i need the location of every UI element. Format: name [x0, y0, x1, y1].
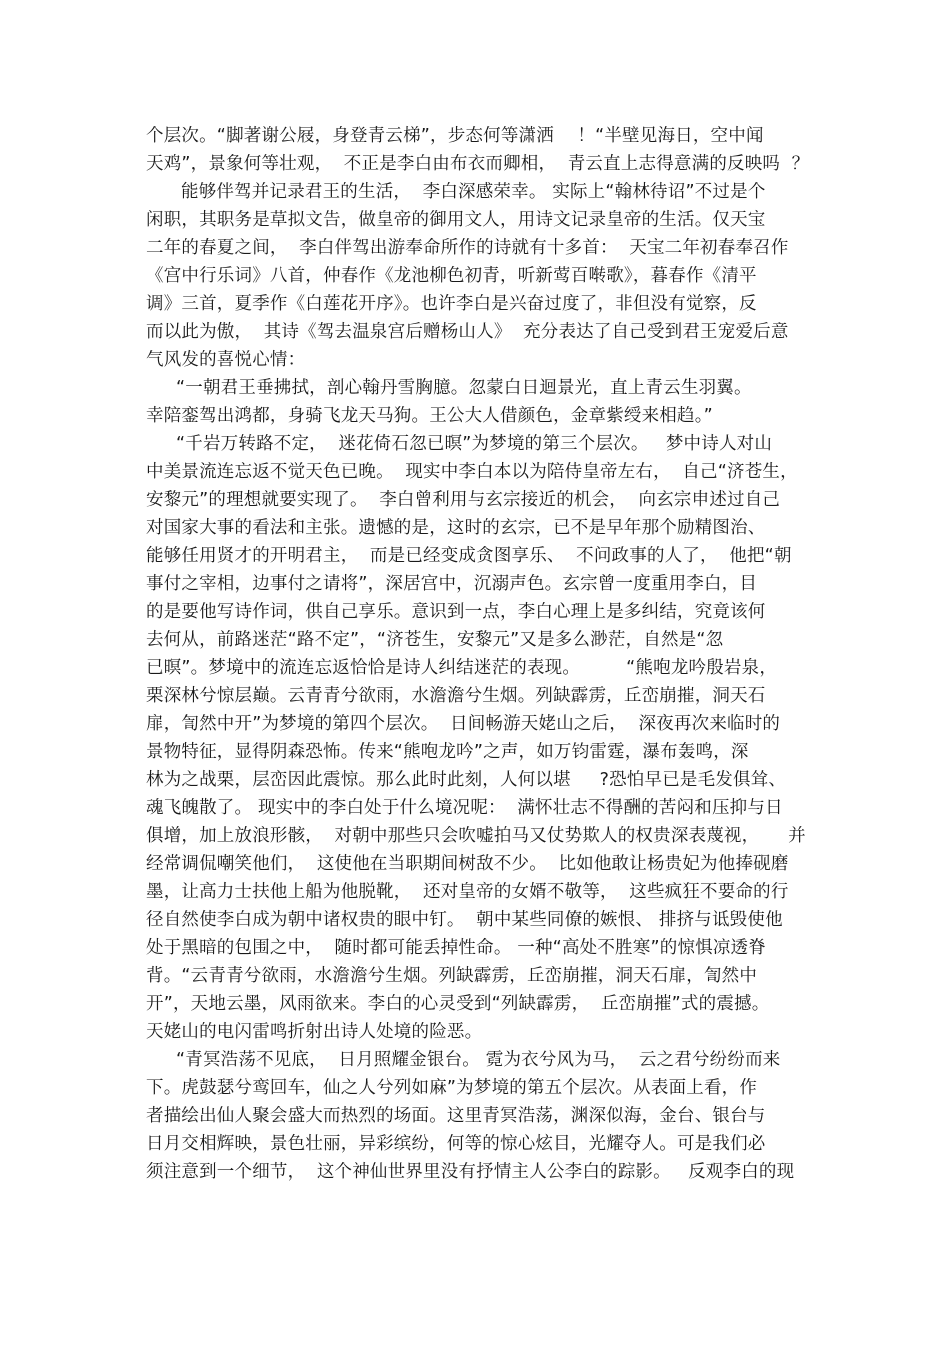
text-line: 者描绘出仙人聚会盛大而热烈的场面。这里青冥浩荡，渊深似海，金台、银台与 [146, 1106, 766, 1126]
text-line: 扉，訇然中开”为梦境的第四个层次。 日间畅游天姥山之后， 深夜再次来临时的 [146, 714, 781, 734]
quote-line: 幸陪銮驾出鸿都，身骑飞龙天马狗。王公大人借颜色，金章紫绶来相趋。” [146, 406, 713, 426]
text-line: 下。虎鼓瑟兮鸾回车，仙之人兮列如麻”为梦境的第五个层次。从表面上看，作 [146, 1078, 758, 1098]
text-line: 能够任用贤才的开明君主， 而是已经变成贪图享乐、 不问政事的人了， 他把“朝 [146, 546, 792, 566]
text-line: 开”，天地云墨，风雨欲来。李白的心灵受到“列缺霹雳， 丘峦崩摧”式的震撼。 [146, 994, 770, 1014]
text-line: “青冥浩荡不见底， 日月照耀金银台。 霓为衣兮风为马， 云之君兮纷纷而来 [176, 1050, 781, 1070]
text-line: 已暝”。梦境中的流连忘返恰恰是诗人纠结迷茫的表现。 “熊咆龙吟殷岩泉， [146, 658, 778, 678]
text-line: 对国家大事的看法和主张。遗憾的是，这时的玄宗，已不是早年那个励精图治、 [146, 518, 766, 538]
text-line: 景物特征，显得阴森恐怖。传来“熊咆龙吟”之声，如万钧雷霆，瀑布轰鸣，深 [146, 742, 749, 762]
text-line: “千岩万转路不定， 迷花倚石忽已暝”为梦境的第三个层次。 梦中诗人对山 [176, 434, 773, 454]
text-line: 俱增，加上放浪形骸， 对朝中那些只会吹嘘拍马又仗势欺人的权贵深表蔑视， 并 [146, 826, 806, 846]
text-line: 墨，让高力士扶他上船为他脱靴， 还对皇帝的女婿不敬等， 这些疯狂不要命的行 [146, 882, 789, 902]
quote-line: “一朝君王垂拂拭，剖心翰丹雪胸臆。忽蒙白日迴景光，直上青云生羽翼。 [176, 378, 752, 398]
text-line: 而以此为傲， 其诗《驾去温泉宫后赠杨山人》 充分表达了自己受到君王宠爱后意 [146, 322, 789, 342]
text-line: 天鸡”，景象何等壮观， 不正是李白由布衣而卿相， 青云直上志得意满的反映吗 ？ [146, 154, 810, 174]
text-line: 处于黑暗的包围之中， 随时都可能丢掉性命。 一种“高处不胜寒”的惊惧凉透脊 [146, 938, 766, 958]
text-line: 天姥山的电闪雷鸣折射出诗人处境的险恶。 [146, 1022, 483, 1042]
text-line: 个层次。“脚著谢公屐，身登青云梯”，步态何等潇洒 ！“半壁见海日，空中闻 [146, 126, 764, 146]
text-line: 日月交相辉映，景色壮丽，异彩缤纷，何等的惊心炫目，光耀夺人。可是我们必 [146, 1134, 766, 1154]
text-line: 的是要他写诗作词，供自己享乐。意识到一点，李白心理上是多纠结，究竟该何 [146, 602, 766, 622]
text-line: 二年的春夏之间， 李白伴驾出游奉命所作的诗就有十多首： 天宝二年初春奉召作 [146, 238, 789, 258]
text-line: 事付之宰相，边事付之请将”，深居宫中，沉溺声色。玄宗曾一度重用李白，目 [146, 574, 758, 594]
text-line: 闲职，其职务是草拟文告，做皇帝的御用文人，用诗文记录皇帝的生活。仅天宝 [146, 210, 766, 230]
text-line: 须注意到一个细节， 这个神仙世界里没有抒情主人公李白的踪影。 反观李白的现 [146, 1162, 795, 1182]
text-line: 魂飞魄散了。 现实中的李白处于什么境况呢： 满怀壮志不得酬的苦闷和压抑与日 [146, 798, 783, 818]
text-line: 《宫中行乐词》八首，仲春作《龙池柳色初青，听新莺百啭歌》，暮春作《清平 [146, 266, 757, 286]
text-line: 去何从，前路迷茫“路不定”，“济苍生，安黎元”又是多么渺茫，自然是“忽 [146, 630, 724, 650]
text-line: 中美景流连忘返不觉天色已晚。 现实中李白本以为陪侍皇帝左右， 自己“济苍生， [146, 462, 798, 482]
text-line: 调》三首，夏季作《白莲花开序》。也许李白是兴奋过度了，非但没有觉察，反 [146, 294, 757, 314]
text-line: 栗深林兮惊层巅。云青青兮欲雨，水澹澹兮生烟。列缺霹雳，丘峦崩摧，洞天石 [146, 686, 766, 706]
text-line: 经常调侃嘲笑他们， 这使他在当职期间树敌不少。 比如他敢让杨贵妃为他捧砚磨 [146, 854, 789, 874]
text-line: 背。“云青青兮欲雨，水澹澹兮生烟。列缺霹雳，丘峦崩摧，洞天石扉，訇然中 [146, 966, 758, 986]
text-line: 气风发的喜悦心情： [146, 350, 306, 370]
text-line: 能够伴驾并记录君王的生活， 李白深感荣幸。 实际上“翰林待诏”不过是个 [181, 182, 766, 202]
text-line: 安黎元”的理想就要实现了。 李白曾利用与玄宗接近的机会， 向玄宗申述过自己 [146, 490, 781, 510]
text-line: 林为之战栗，层峦因此震惊。那么此时此刻，人何以堪 ?恐怕早已是毛发俱耸、 [146, 770, 787, 790]
text-line: 径自然使李白成为朝中诸权贵的眼中钉。 朝中某些同僚的嫉恨、 排挤与诋毁使他 [146, 910, 783, 930]
